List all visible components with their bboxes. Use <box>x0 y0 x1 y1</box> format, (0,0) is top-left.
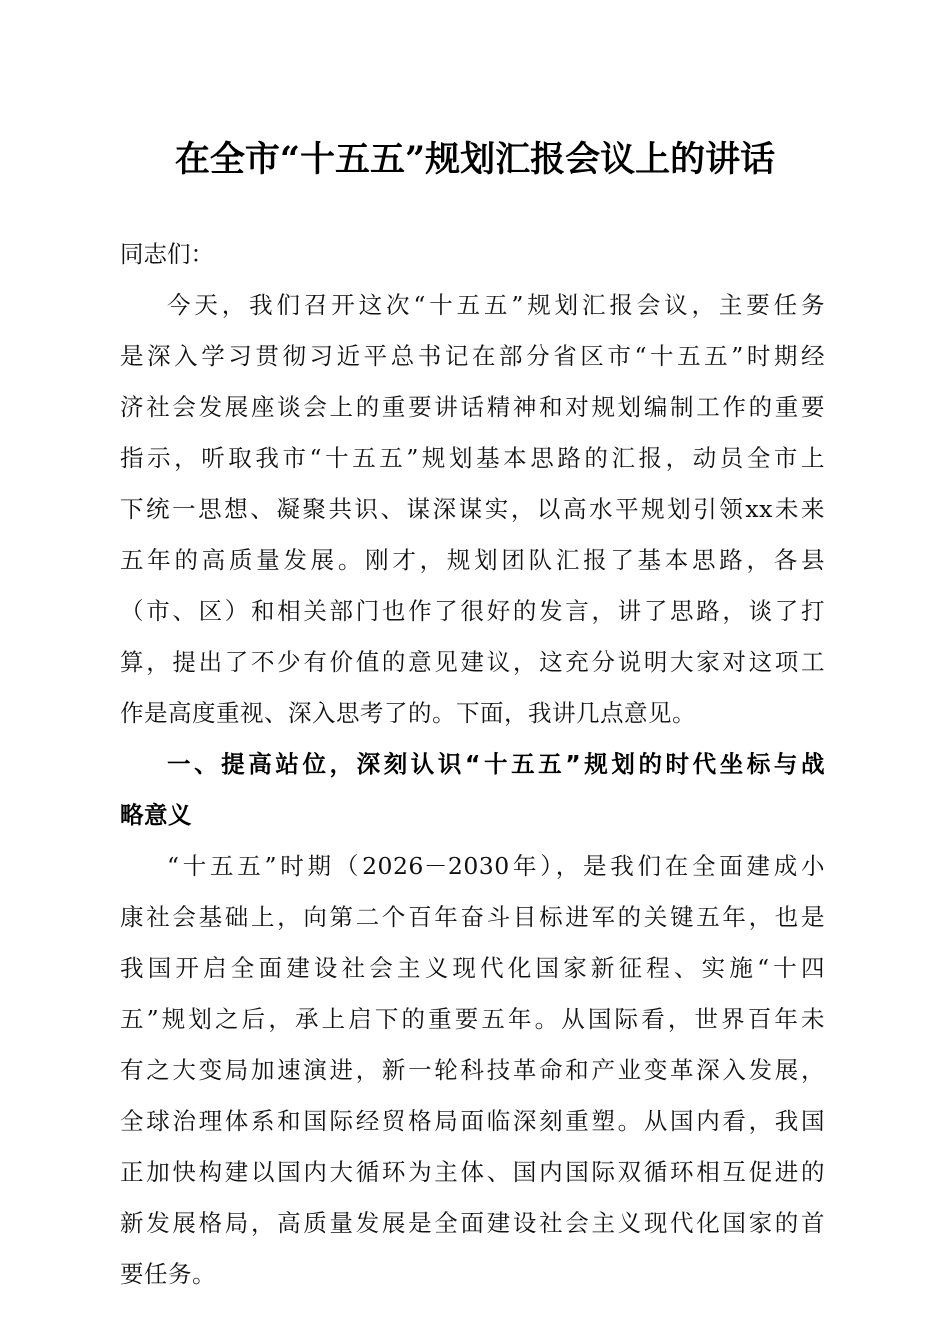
paragraph-2 <box>120 841 825 1300</box>
paragraph-1-line: 五年的高质量发展。刚才，规划团队汇报了基本思路，各县 <box>120 546 825 574</box>
salutation: 同志们： <box>120 240 214 268</box>
paragraph-1-line: 今天，我们召开这次“十五五”规划汇报会议，主要任务 <box>167 291 825 319</box>
paragraph-2-line: 正加快构建以国内大循环为主体、国内国际双循环相互促进的 <box>120 1158 825 1186</box>
paragraph-2-line: 康社会基础上，向第二个百年奋斗目标进军的关键五年，也是 <box>120 903 825 931</box>
paragraph-2-line: 有之大变局加速演进，新一轮科技革命和产业变革深入发展， <box>120 1056 825 1084</box>
paragraph-2-line: 我国开启全面建设社会主义现代化国家新征程、实施“十四 <box>120 954 825 982</box>
paragraph-1-line: 下统一思想、凝聚共识、谋深谋实，以高水平规划引领xx未来 <box>120 495 825 523</box>
paragraph-2-line: 全球治理体系和国际经贸格局面临深刻重塑。从国内看，我国 <box>120 1107 825 1135</box>
paragraph-2-line: 五”规划之后，承上启下的重要五年。从国际看，世界百年未 <box>120 1005 825 1033</box>
paragraph-2-line: 要任务。 <box>120 1260 216 1288</box>
paragraph-1 <box>120 280 825 739</box>
paragraph-1-line: 算，提出了不少有价值的意见建议，这充分说明大家对这项工 <box>120 648 825 676</box>
paragraph-1-line: 指示，听取我市“十五五”规划基本思路的汇报，动员全市上 <box>120 444 825 472</box>
paragraph-2-line: 新发展格局，高质量发展是全面建设社会主义现代化国家的首 <box>120 1209 825 1237</box>
paragraph-1-line: 作是高度重视、深入思考了的。下面，我讲几点意见。 <box>120 699 696 727</box>
section-heading-1 <box>120 739 825 841</box>
section-heading-line: 一、提高站位，深刻认识“十五五”规划的时代坐标与战 <box>167 750 825 778</box>
document-title: 在全市“十五五”规划汇报会议上的讲话 <box>174 139 776 180</box>
paragraph-1-line: （市、区）和相关部门也作了很好的发言，讲了思路，谈了打 <box>120 597 825 625</box>
paragraph-1-line: 是深入学习贯彻习近平总书记在部分省区市“十五五”时期经 <box>120 342 825 370</box>
paragraph-1-line: 济社会发展座谈会上的重要讲话精神和对规划编制工作的重要 <box>120 393 825 421</box>
section-heading-line: 略意义 <box>120 801 192 829</box>
paragraph-2-line: “十五五”时期（2026－2030年），是我们在全面建成小 <box>167 852 825 880</box>
